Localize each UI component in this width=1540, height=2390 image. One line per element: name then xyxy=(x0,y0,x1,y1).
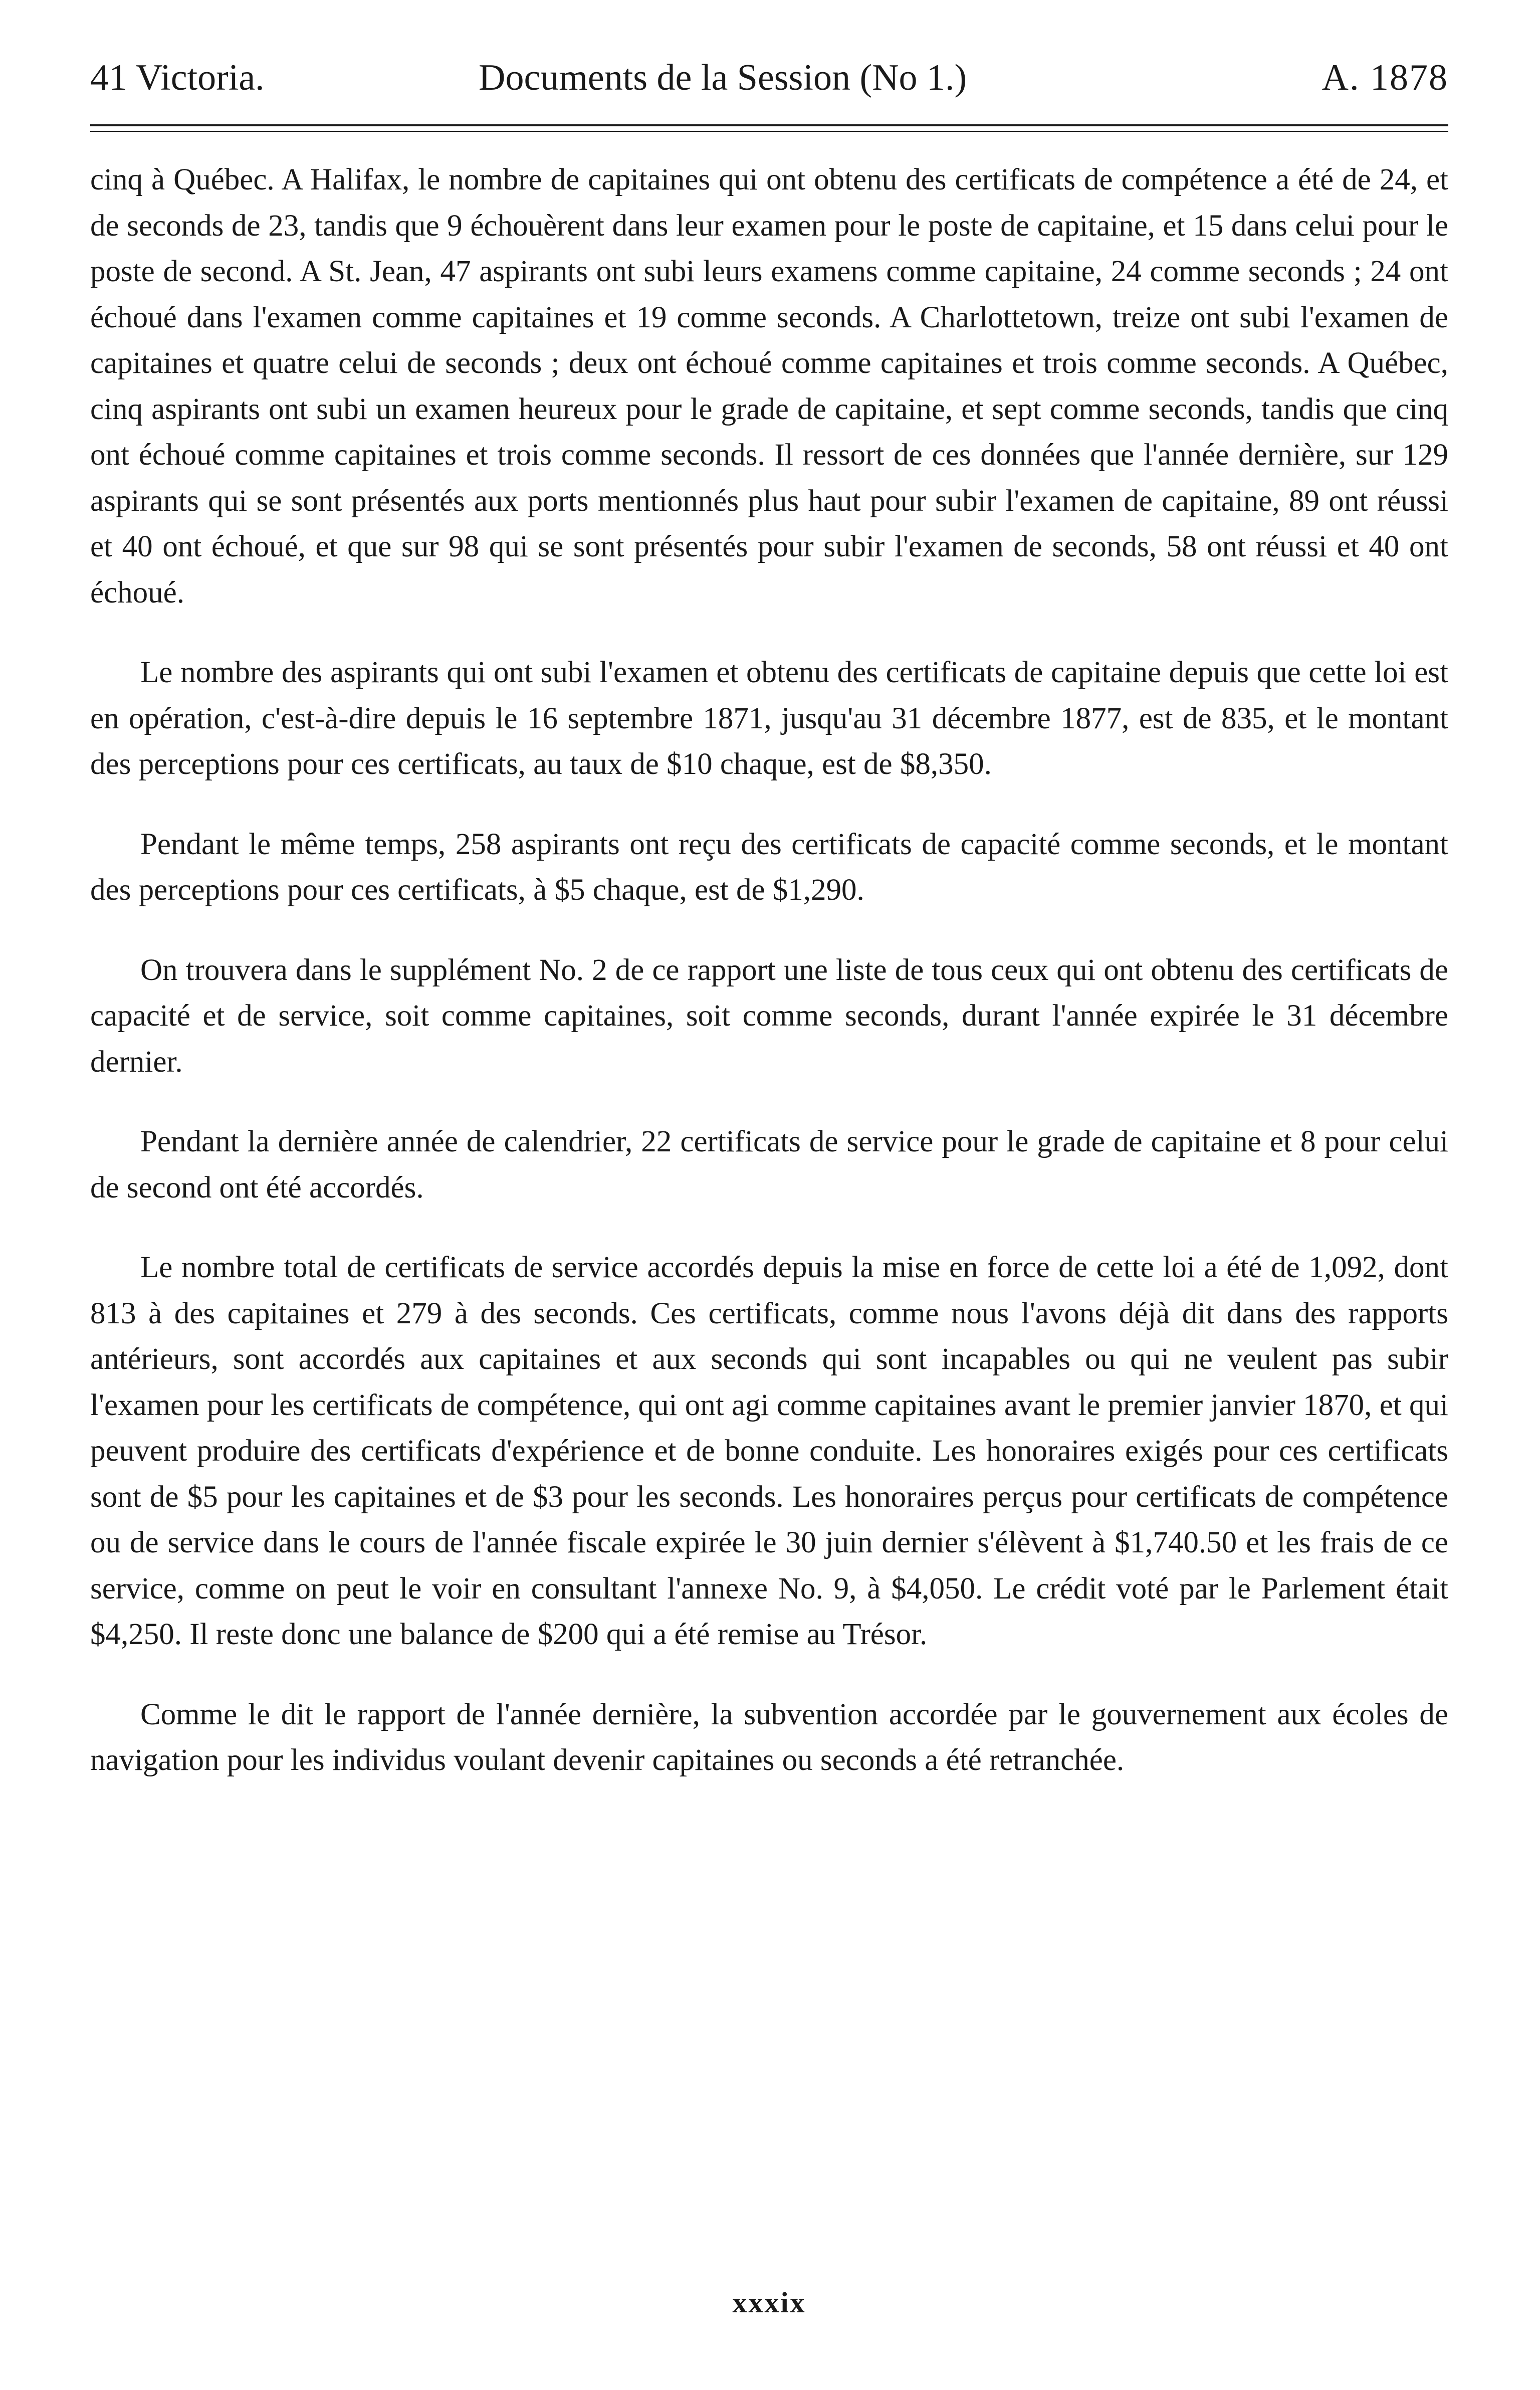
document-page xyxy=(90,50,1448,2346)
header-double-rule xyxy=(90,124,1448,132)
page-number: xxxix xyxy=(732,2286,806,2319)
header-year: A. 1878 xyxy=(1322,57,1448,98)
paragraph-7: Comme le dit le rapport de l'année dernière, la subvention accordée par le gouvernement aux écoles de navigation pour les individus voulant devenir capitaines ou seconds a été retranchée. xyxy=(90,1697,1448,1777)
paragraph-6: Le nombre total de certificats de service accordés depuis la mise en force de cette loi a été de 1,092, dont 813 à des capitaines et 279 à des seconds. Ces certificats, comme nous l'avons déjà dit dans des rapports antérieurs, sont accordés aux capitaines et aux seconds qui sont incapables ou qui ne veulent pas subir l'examen pour les certificats de compétence, qui ont agi comme capitaines avant le premier janvier 1870, et qui peuvent produire des certificats d'expérience et de bonne conduite. Les honoraires exigés pour ces certificats sont de $5 pour les capitaines et de $3 pour les seconds. Les honoraires perçus pour certificats de compétence ou de service dans le cours de l'année fiscale expirée le 30 juin dernier s'élèvent à $1,740.50 et les frais de ce service, comme on peut le voir en consultant l'annexe No. 9, à $4,050. Le crédit voté par le Parlement était $4,250. Il reste donc une balance de $200 qui a été remise au Trésor. xyxy=(90,1251,1448,1651)
paragraph-5: Pendant la dernière année de calendrier, 22 certificats de service pour le grade de capitaine et 8 pour celui de second ont été accordés. xyxy=(90,1125,1448,1205)
paragraph-4: On trouvera dans le supplément No. 2 de ce rapport une liste de tous ceux qui ont obtenu des certificats de capacité et de service, soit comme capitaines, soit comme seconds, durant l'année expirée le 31 décembre dernier. xyxy=(90,953,1448,1079)
body-text xyxy=(90,157,1448,1783)
paragraph-1: cinq à Québec. A Halifax, le nombre de capitaines qui ont obtenu des certificats de compétence a été de 24, et de seconds de 23, tandis que 9 échouèrent dans leur examen pour le poste de capitaine, et 15 dans celui pour le poste de second. A St. Jean, 47 aspirants ont subi leurs examens comme capitaine, 24 comme seconds ; 24 ont échoué dans l'examen comme capitaines et 19 comme seconds. A Charlottetown, treize ont subi l'examen de capitaines et quatre celui de seconds ; deux ont échoué comme capitaines et trois comme seconds. A Québec, cinq aspirants ont subi un examen heureux pour le grade de capitaine, et sept comme seconds, tandis que cinq ont échoué comme capitaines et trois comme seconds. Il ressort de ces données que l'année dernière, sur 129 aspirants qui se sont présentés aux ports mentionnés plus haut pour subir l'examen de capitaine, 89 ont réussi et 40 ont échoué, et que sur 98 qui se sont présentés pour subir l'examen de seconds, 58 ont réussi et 40 ont échoué. xyxy=(90,163,1448,610)
header-reign: 41 Victoria. xyxy=(90,57,265,98)
header-title: Documents de la Session (No 1.) xyxy=(479,57,967,98)
running-header xyxy=(90,50,1448,105)
paragraph-2: Le nombre des aspirants qui ont subi l'examen et obtenu des certificats de capitaine depuis que cette loi est en opération, c'est-à-dire depuis le 16 septembre 1871, jusqu'au 31 décembre 1877, est de 835, et le montant des perceptions pour ces certificats, au taux de $10 chaque, est de $8,350. xyxy=(90,656,1448,781)
paragraph-3: Pendant le même temps, 258 aspirants ont reçu des certificats de capacité comme seconds, et le montant des perceptions pour ces certificats, à $5 chaque, est de $1,290. xyxy=(90,827,1448,907)
